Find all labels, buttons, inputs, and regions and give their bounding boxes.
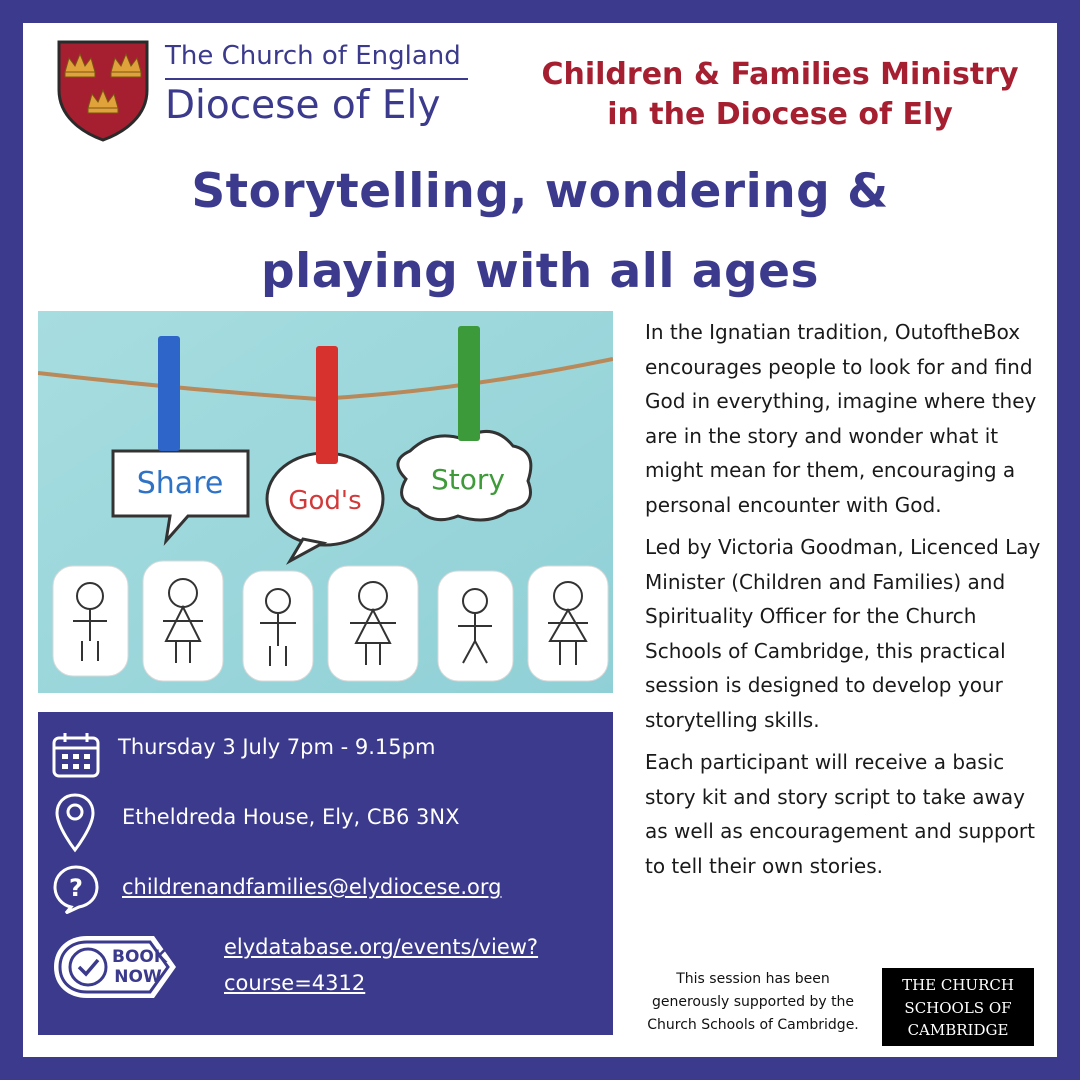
book-badge-line1: BOOK: [112, 947, 168, 967]
red-peg-icon: [316, 346, 338, 464]
logo-line1: THE CHURCH: [902, 976, 1014, 994]
green-peg-icon: [458, 326, 480, 441]
event-headline: [60, 152, 1020, 312]
org-name-line2: Diocese of Ely: [165, 83, 441, 128]
event-description: [645, 315, 1045, 891]
blue-peg-icon: [158, 336, 180, 451]
location-pin-icon: [54, 792, 96, 854]
storytelling-photo: [38, 311, 613, 693]
logo-line2: SCHOOLS OF: [904, 999, 1012, 1017]
church-of-england-logo-text: [165, 40, 470, 128]
bubble-gods: God's: [288, 486, 362, 516]
bubble-share: Share: [136, 466, 224, 501]
logo-divider: [165, 78, 468, 80]
book-now-badge[interactable]: [50, 930, 180, 1004]
booking-link-line1[interactable]: elydatabase.org/events/view?: [224, 935, 539, 959]
sponsor-note: [628, 968, 878, 1037]
ministry-title-line1: Children & Families Ministry: [541, 57, 1019, 92]
ministry-title-line2: in the Diocese of Ely: [607, 97, 953, 132]
church-schools-cambridge-logo: [882, 968, 1034, 1046]
help-question-icon: [52, 864, 100, 914]
description-paragraph-1: In the Ignatian tradition, OutoftheBox encourages people to look for and find God in everything, imagine where they are in the story and wonder what it might mean for them, encouraging a personal encounter with God.: [645, 320, 1037, 517]
diocese-crest-icon: [55, 38, 151, 142]
description-paragraph-2: Led by Victoria Goodman, Licenced Lay Minister (Children and Families) and Spirituality Officer for the Church Schools of Cambridge, this practical session is designed to develop your storytelling skills.: [645, 535, 1041, 732]
event-details-box: [38, 712, 613, 1035]
event-date: Thursday 3 July 7pm - 9.15pm: [118, 735, 436, 759]
sponsor-note-line3: Church Schools of Cambridge.: [647, 1017, 859, 1033]
book-badge-line2: NOW: [114, 967, 162, 987]
calendar-icon: [51, 730, 101, 780]
sponsor-note-line2: generously supported by the: [651, 994, 855, 1010]
booking-link-line2[interactable]: course=4312: [224, 971, 366, 995]
ministry-title: [520, 55, 1040, 135]
logo-line3: CAMBRIDGE: [907, 1021, 1009, 1039]
org-name-line1: The Church of England: [165, 41, 461, 71]
bubble-story: Story: [431, 463, 505, 496]
sponsor-note-line1: This session has been: [676, 971, 830, 987]
headline-line1: Storytelling, wondering &: [191, 164, 889, 219]
svg-text:?: ?: [69, 874, 83, 902]
contact-email-link[interactable]: childrenandfamilies@elydiocese.org: [122, 875, 502, 899]
description-paragraph-3: Each participant will receive a basic story kit and story script to take away as well as encouragement and support to tell their own stories.: [645, 750, 1035, 878]
event-location: Etheldreda House, Ely, CB6 3NX: [122, 805, 460, 829]
headline-line2: playing with all ages: [260, 244, 820, 299]
